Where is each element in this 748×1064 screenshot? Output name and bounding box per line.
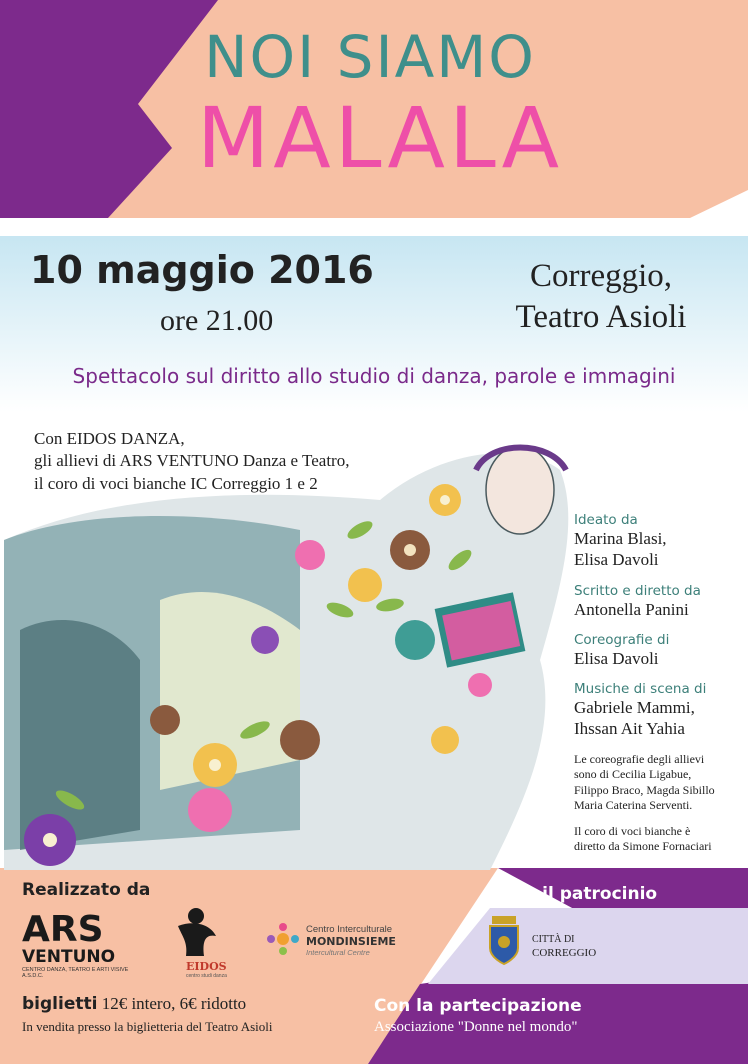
ars-logo-tag: CENTRO DANZA, TEATRO E ARTI VISIVE A.S.D.C. xyxy=(22,966,129,979)
tickets-info xyxy=(22,994,246,1014)
event-subtitle: Spettacolo sul diritto allo studio di danza, parole e immagini xyxy=(72,364,676,388)
credit-block xyxy=(574,512,744,571)
event-time: ore 21.00 xyxy=(160,304,274,337)
cast-list xyxy=(34,428,349,495)
eidos-logo-name: EIDOS xyxy=(186,960,227,973)
note-line: Maria Caterina Serventi. xyxy=(574,798,693,813)
credit-value: Antonella Panini xyxy=(574,599,689,619)
sponsors-header: Realizzato da xyxy=(22,880,151,900)
city-name-line1: CITTÀ DI xyxy=(532,934,575,945)
credit-label: Musiche di scena di xyxy=(574,681,707,697)
credit-block xyxy=(574,583,744,620)
credit-block xyxy=(574,632,744,669)
sun-logo-icon xyxy=(266,922,300,956)
cast-line: il coro di voci bianche IC Correggio 1 e 2 xyxy=(34,473,318,493)
mondinsieme-line2: MONDINSIEME xyxy=(306,935,396,948)
event-date: 10 maggio 2016 xyxy=(30,248,374,292)
note-line: sono di Cecilia Ligabue, xyxy=(574,767,692,782)
cast-line: gli allievi di ARS VENTUNO Danza e Teatro, xyxy=(34,451,350,471)
ars-logo-name: ARS xyxy=(22,909,104,950)
participation-header: Con la partecipazione xyxy=(374,996,582,1016)
tickets-sale: In vendita presso la biglietteria del Teatro Asioli xyxy=(22,1019,273,1034)
credit-block xyxy=(574,681,744,740)
ars-ventuno-logo xyxy=(22,909,142,979)
participation-association: Associazione "Donne nel mondo" xyxy=(374,1019,578,1035)
mondinsieme-line1: Centro Interculturale xyxy=(306,924,393,935)
title-line-2: MALALA xyxy=(196,89,564,187)
credit-value: Elisa Davoli xyxy=(574,648,659,668)
city-name-line2: CORREGGIO xyxy=(532,947,597,959)
credit-label: Ideato da xyxy=(574,512,638,528)
note-line: Il coro di voci bianche è xyxy=(574,823,691,838)
credits xyxy=(574,512,744,855)
credit-label: Scritto e diretto da xyxy=(574,582,701,599)
event-place-theatre: Teatro Asioli xyxy=(515,299,687,336)
event-place xyxy=(496,256,706,339)
credit-value: Gabriele Mammi, xyxy=(574,698,695,717)
mondinsieme-text xyxy=(306,924,436,957)
note-line: Le coreografie degli allievi xyxy=(574,751,705,766)
city-crest-icon xyxy=(486,916,522,966)
credit-label: Coreografie di xyxy=(574,631,670,648)
mondinsieme-line3: Intercultural Centre xyxy=(306,948,370,957)
patronage-header: Con il patrocinio xyxy=(500,884,658,904)
correggio-logo xyxy=(486,914,636,972)
credit-value: Ihssan Ait Yahia xyxy=(574,719,685,739)
credit-value: Marina Blasi, xyxy=(574,529,667,548)
cast-line: Con EIDOS DANZA, xyxy=(34,429,185,448)
note-line: Filippo Braco, Magda Sibillo xyxy=(574,782,715,797)
title-line-1: NOI SIAMO xyxy=(204,23,536,91)
eidos-logo-tag: centro studi danza xyxy=(186,973,227,979)
ars-logo-sub: VENTUNO xyxy=(22,947,116,967)
eidos-logo xyxy=(162,906,252,982)
dancer-icon xyxy=(166,906,226,962)
event-place-city: Correggio, xyxy=(529,258,673,294)
tickets-label: biglietti xyxy=(22,994,98,1014)
note-choir xyxy=(574,824,744,855)
credit-value: Elisa Davoli xyxy=(574,550,659,570)
note-line: diretto da Simone Fornaciari xyxy=(574,839,712,854)
note-choreography xyxy=(574,752,744,814)
tickets-price: 12€ intero, 6€ ridotto xyxy=(101,994,247,1013)
